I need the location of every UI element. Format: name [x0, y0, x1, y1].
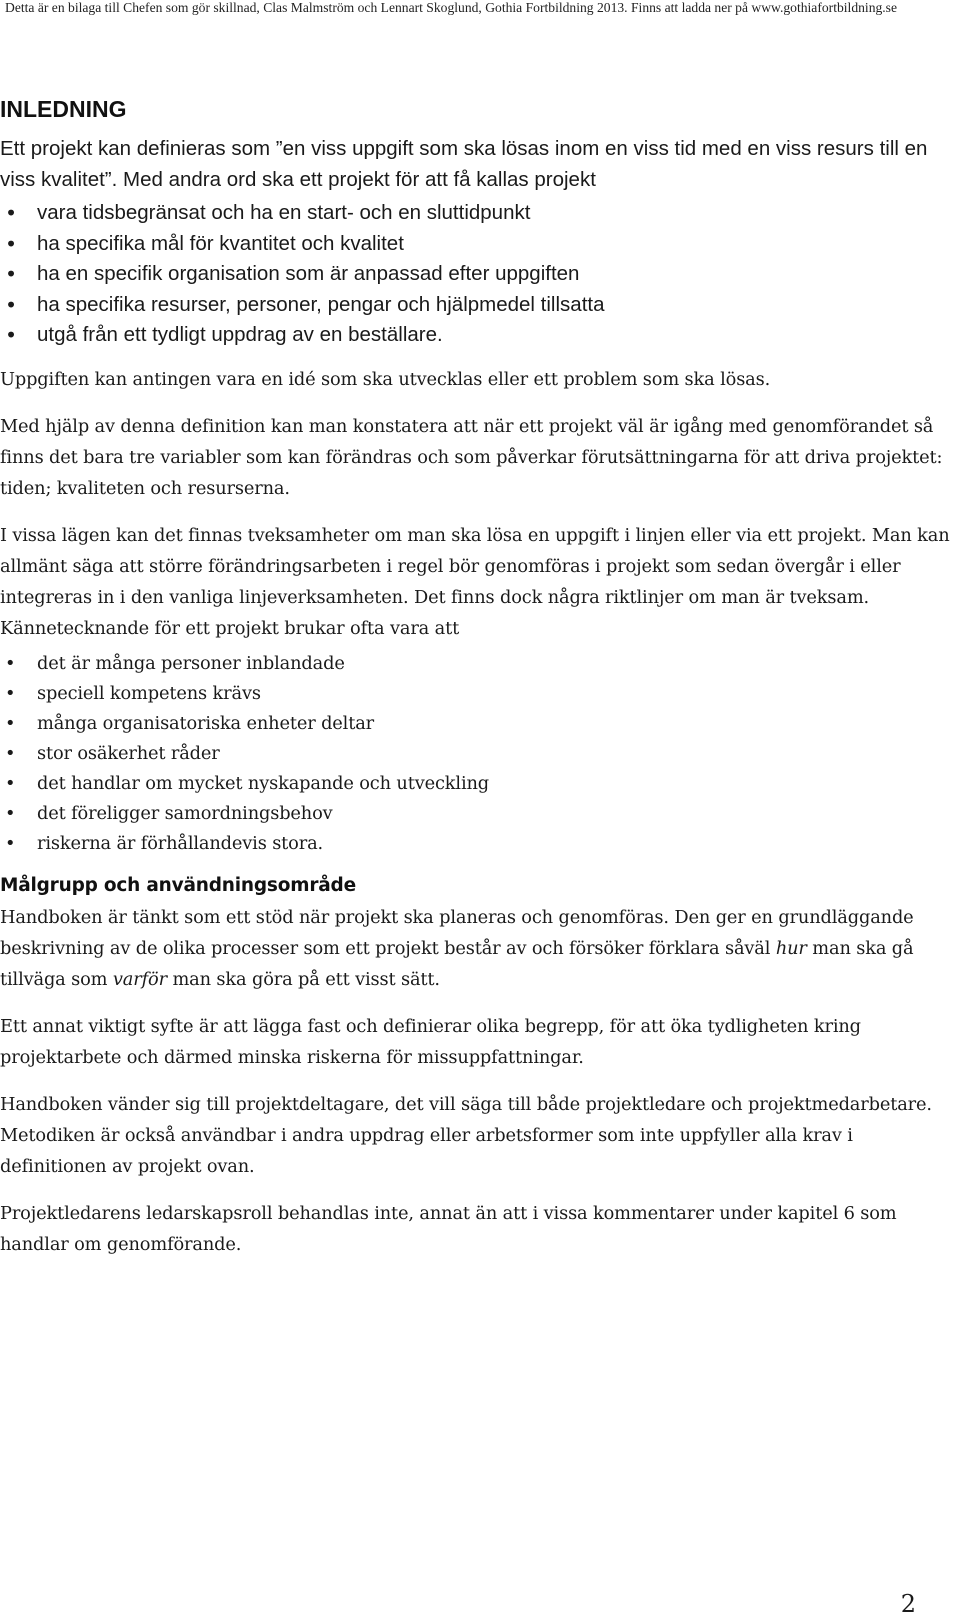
- leadership-paragraph: Projektledarens ledarskapsroll behandlas inte, annat än att i vissa kommentarer under kapitel 6 som handlar om genomförande.: [0, 1202, 897, 1255]
- definition-paragraph: Med hjälp av denna definition kan man konstatera att när ett projekt väl är igång med genomförandet så finns det bara tre variabler som kan förändras och som påverkar förutsättningarna för att driva projektet: tiden; kvaliteten och resurserna.: [0, 415, 943, 499]
- bullet-icon: •: [5, 652, 16, 674]
- bullet-icon: •: [5, 201, 18, 225]
- audience-paragraph: Handboken vänder sig till projektdeltagare, det vill säga till både projektledare och projektmedarbetare. Metodiken är också användbar i andra uppdrag eller arbetsformer som inte uppfyller alla krav i definitionen av projekt ovan.: [0, 1093, 932, 1177]
- subsection-title: Målgrupp och användningsområde: [0, 874, 356, 896]
- bullet-icon: •: [5, 262, 18, 286]
- list-item: • det är många personer inblandade: [0, 649, 950, 679]
- list-item: • riskerna är förhållandevis stora.: [0, 829, 950, 859]
- bullet-icon: •: [5, 292, 18, 317]
- bullet-icon: •: [5, 682, 16, 704]
- section-title: INLEDNING: [0, 96, 127, 122]
- bullet-icon: •: [5, 323, 18, 347]
- list-item: • stor osäkerhet råder: [0, 739, 950, 769]
- list-item: • det handlar om mycket nyskapande och utveckling: [0, 769, 950, 799]
- bullet-icon: •: [5, 231, 18, 256]
- list-item: • utgå från ett tydligt uppdrag av en beställare.: [0, 320, 950, 351]
- list-item: • det föreligger samordningsbehov: [0, 799, 950, 829]
- task-paragraph: Uppgiften kan antingen vara en idé som ska utvecklas eller ett problem som ska lösas.: [0, 368, 771, 390]
- list-item: • speciell kompetens krävs: [0, 679, 950, 709]
- page-header-note: Detta är en bilaga till Chefen som gör skillnad, Clas Malmström och Lennart Skoglund, Gothia Fortbildning 2013. Finns att ladda ner på www.gothiafortbildning.se: [5, 0, 898, 15]
- bullet-icon: •: [5, 772, 16, 794]
- handbook-paragraph: Handboken är tänkt som ett stöd när projekt ska planeras och genomföras. Den ger en grundläggande beskrivning av de olika processer som ett projekt består av och försöker förklara såväl hur man ska gå tillväga som varför man ska göra på ett visst sätt.: [0, 906, 914, 990]
- page-number: 2: [900, 1590, 916, 1618]
- bullet-icon: •: [5, 712, 16, 734]
- bullet-icon: •: [5, 802, 16, 824]
- list-item: • ha en specifik organisation som är anpassad efter uppgiften: [0, 259, 950, 290]
- document-body: [0, 95, 950, 1276]
- list-item: • ha specifika resurser, personer, pengar och hjälpmedel tillsatta: [0, 290, 950, 321]
- bullet-icon: •: [5, 742, 16, 764]
- purpose-paragraph: Ett annat viktigt syfte är att lägga fast och definierar olika begrepp, för att öka tydligheten kring projektarbete och därmed minska riskerna för missuppfattningar.: [0, 1015, 861, 1068]
- intro-paragraph: Ett projekt kan definieras som ”en viss uppgift som ska lösas inom en viss tid med en viss resurs till en viss kvalitet”. Med andra ord ska ett projekt för att få kallas projekt: [0, 137, 928, 191]
- bullet-icon: •: [5, 832, 16, 854]
- list-item: • vara tidsbegränsat och ha en start- och en sluttidpunkt: [0, 198, 950, 229]
- list-item: • många organisatoriska enheter deltar: [0, 709, 950, 739]
- project-criteria-list: [0, 198, 950, 351]
- doubt-paragraph: I vissa lägen kan det finnas tveksamheter om man ska lösa en uppgift i linjen eller via ett projekt. Man kan allmänt säga att större förändringsarbeten i regel bör genomföras i projekt som sedan övergår i eller integreras in i den vanliga linjeverksamheten. Det finns dock några riktlinjer om man är tveksam. Kännetecknande för ett projekt brukar ofta vara att: [0, 524, 950, 639]
- list-item: • ha specifika mål för kvantitet och kvalitet: [0, 229, 950, 260]
- project-characteristics-list: [0, 649, 950, 859]
